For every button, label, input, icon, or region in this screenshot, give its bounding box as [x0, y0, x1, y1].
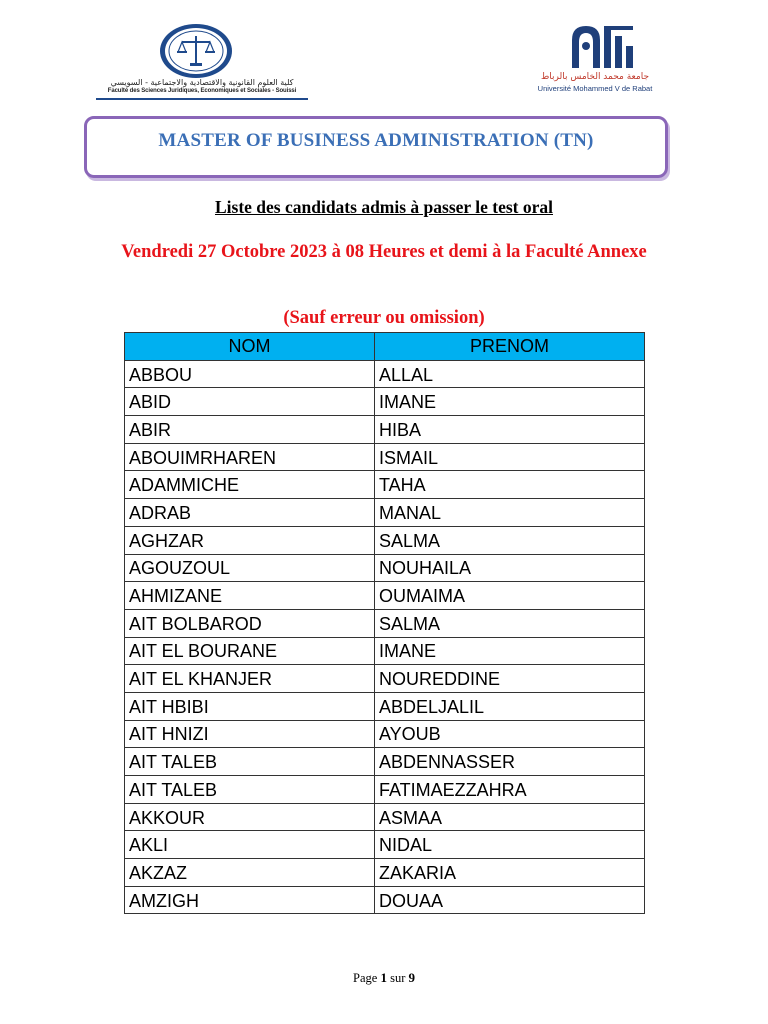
cell-prenom: ABDELJALIL	[375, 692, 645, 720]
cell-prenom: TAHA	[375, 471, 645, 499]
disclaimer: (Sauf erreur ou omission)	[283, 308, 485, 328]
cell-prenom: SALMA	[375, 526, 645, 554]
cell-nom: ABBOU	[125, 360, 375, 388]
faculty-name-arabic: كلية العلوم القانونية والاقتصادية والاجتماعية - السويسي	[110, 78, 294, 87]
cell-nom: AIT EL BOURANE	[125, 637, 375, 665]
cell-prenom: FATIMAEZZAHRA	[375, 776, 645, 804]
table-row	[125, 499, 645, 527]
page-footer	[0, 970, 768, 986]
cell-prenom: OUMAIMA	[375, 582, 645, 610]
cell-prenom: ALLAL	[375, 360, 645, 388]
university-logo	[536, 22, 654, 98]
cell-nom: AIT EL KHANJER	[125, 665, 375, 693]
table-header-row	[125, 333, 645, 361]
cell-prenom: SALMA	[375, 609, 645, 637]
cell-nom: AGHZAR	[125, 526, 375, 554]
university-name-french: Université Mohammed V de Rabat	[537, 84, 653, 93]
cell-prenom: NOUREDDINE	[375, 665, 645, 693]
list-subtitle: Liste des candidats admis à passer le test oral	[214, 197, 553, 217]
scales-of-justice-seal-icon	[158, 22, 234, 80]
cell-prenom: MANAL	[375, 499, 645, 527]
cell-nom: ADRAB	[125, 499, 375, 527]
page-label: Page	[353, 971, 381, 985]
cell-prenom: ZAKARIA	[375, 859, 645, 887]
cell-nom: AIT HBIBI	[125, 692, 375, 720]
cell-nom: AKLI	[125, 831, 375, 859]
table-row	[125, 637, 645, 665]
column-header-nom: NOM	[125, 333, 375, 361]
cell-nom: AIT BOLBAROD	[125, 609, 375, 637]
column-header-prenom: PRENOM	[375, 333, 645, 361]
faculty-name-french: Faculté des Sciences Juridiques, Economiques et Sociales - Souissi	[107, 88, 297, 94]
cell-nom: AIT TALEB	[125, 748, 375, 776]
university-arch-logo-icon	[566, 22, 636, 70]
table-row	[125, 665, 645, 693]
cell-nom: AMZIGH	[125, 886, 375, 914]
table-row	[125, 831, 645, 859]
table-row	[125, 609, 645, 637]
cell-prenom: ISMAIL	[375, 443, 645, 471]
cell-nom: AGOUZOUL	[125, 554, 375, 582]
cell-nom: AKKOUR	[125, 803, 375, 831]
cell-prenom: DOUAA	[375, 886, 645, 914]
cell-prenom: HIBA	[375, 416, 645, 444]
page-of-label: sur	[386, 971, 409, 985]
cell-prenom: AYOUB	[375, 720, 645, 748]
cell-nom: ADAMMICHE	[125, 471, 375, 499]
table-row	[125, 416, 645, 444]
cell-nom: AIT HNIZI	[125, 720, 375, 748]
cell-prenom: IMANE	[375, 637, 645, 665]
page-total: 9	[408, 970, 415, 985]
table-row	[125, 748, 645, 776]
cell-nom: AHMIZANE	[125, 582, 375, 610]
table-row	[125, 859, 645, 887]
cell-prenom: NIDAL	[375, 831, 645, 859]
cell-nom: ABOUIMRHAREN	[125, 443, 375, 471]
table-row	[125, 803, 645, 831]
table-row	[125, 692, 645, 720]
candidates-table	[124, 332, 645, 914]
table-row	[125, 471, 645, 499]
program-banner	[84, 116, 668, 178]
table-row	[125, 720, 645, 748]
faculty-logo-underline	[96, 98, 308, 100]
cell-nom: ABID	[125, 388, 375, 416]
cell-nom: ABIR	[125, 416, 375, 444]
table-row	[125, 360, 645, 388]
table-row	[125, 776, 645, 804]
table-row	[125, 388, 645, 416]
cell-prenom: ASMAA	[375, 803, 645, 831]
program-title: MASTER OF BUSINESS ADMINISTRATION (TN)	[158, 130, 594, 151]
page-current: 1	[380, 970, 387, 985]
table-row	[125, 582, 645, 610]
table-row	[125, 554, 645, 582]
cell-prenom: ABDENNASSER	[375, 748, 645, 776]
faculty-logo	[96, 20, 308, 96]
table-row	[125, 443, 645, 471]
university-name-arabic: جامعة محمد الخامس بالرباط	[540, 72, 650, 82]
cell-nom: AIT TALEB	[125, 776, 375, 804]
table-row	[125, 526, 645, 554]
cell-prenom: IMANE	[375, 388, 645, 416]
table-row	[125, 886, 645, 914]
oral-test-schedule: Vendredi 27 Octobre 2023 à 08 Heures et demi à la Faculté Annexe	[121, 242, 647, 262]
cell-nom: AKZAZ	[125, 859, 375, 887]
cell-prenom: NOUHAILA	[375, 554, 645, 582]
